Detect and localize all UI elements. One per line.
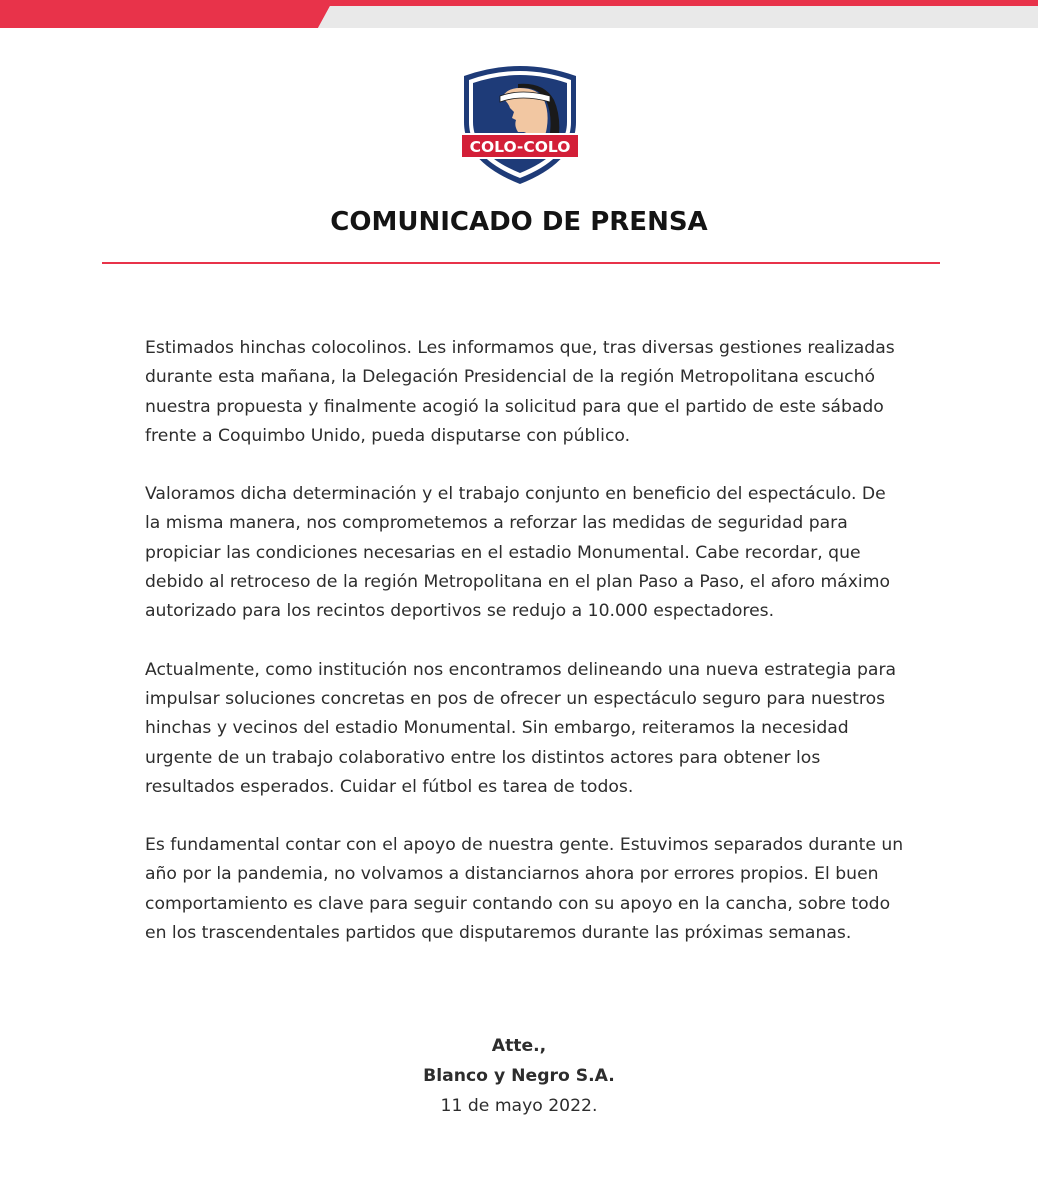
press-release-body [145, 334, 905, 977]
top-decorative-band [0, 0, 1038, 28]
paragraph: Actualmente, como institución nos encontramos delineando una nueva estrategia para impulsar soluciones concretas en pos de ofrecer un espectáculo seguro para nuestros hinchas y vecinos del estadio Monumental. Sin embargo, reiteramos la necesidad urgente de un trabajo colaborativo entre los distintos actores para obtener los resultados esperados. Cuidar el fútbol es tarea de todos. [145, 659, 897, 797]
title-divider [102, 262, 940, 264]
signature-closing: Atte., [491, 1036, 547, 1056]
signature-block [0, 1031, 1038, 1121]
paragraph: Valoramos dicha determinación y el trabajo conjunto en beneficio del espectáculo. De la misma manera, nos comprometemos a reforzar las medidas de seguridad para propiciar las condiciones necesarias en el estadio Monumental. Cabe recordar, que debido al retroceso de la región Metropolitana en el plan Paso a Paso, el aforo máximo autorizado para los recintos deportivos se redujo a 10.000 espectadores. [145, 484, 890, 622]
paragraph: Es fundamental contar con el apoyo de nuestra gente. Estuvimos separados durante un año por la pandemia, no volvamos a distanciarnos ahora por errores propios. El buen comportamiento es clave para seguir contando con su apoyo en la cancha, sobre todo en los trascendentales partidos que disputaremos durante las próximas semanas. [145, 835, 904, 944]
crest-text: COLO-COLO [469, 138, 571, 156]
signature-date: 11 de mayo 2022. [440, 1096, 598, 1116]
colo-colo-crest-icon [458, 62, 582, 186]
page-title: COMUNICADO DE PRENSA [330, 207, 708, 237]
signature-organization: Blanco y Negro S.A. [423, 1066, 615, 1086]
paragraph: Estimados hinchas colocolinos. Les informamos que, tras diversas gestiones realizadas durante esta mañana, la Delegación Presidencial de la región Metropolitana escuchó nuestra propuesta y finalmente acogió la solicitud para que el partido de este sábado frente a Coquimbo Unido, pueda disputarse con público. [145, 338, 895, 446]
